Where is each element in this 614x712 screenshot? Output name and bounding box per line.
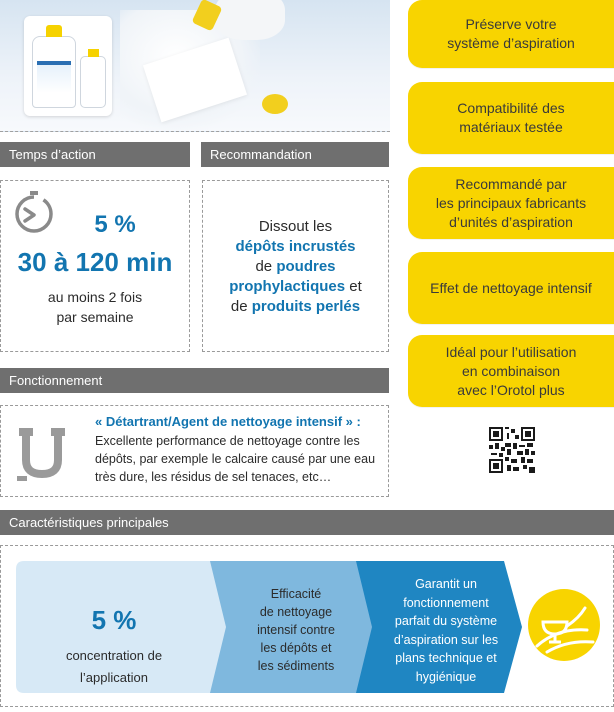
benefit-pill-3: [408, 167, 614, 239]
benefit-1-line-2: système d’aspiration: [447, 35, 575, 51]
fonctionnement-description: Excellente performance de nettoyage contre les dépôts, par exemple le calcaire causé par une eau très dure, les résidus de sel tenaces, etc…: [95, 434, 376, 484]
process-step-2-line-4: les dépôts et: [260, 641, 332, 655]
reco-line-5a: de: [230, 298, 252, 315]
process-step-1-value: 5 %: [91, 605, 137, 635]
process-step-3-text: [378, 575, 514, 686]
fonctionnement-title: « Détartrant/Agent de nettoyage intensif » :: [95, 414, 361, 429]
frequency-line-1: au moins 2 fois: [47, 289, 143, 305]
process-step-2-line-5: les sédiments: [257, 659, 335, 673]
bottle-large: [32, 36, 76, 108]
frequency-line-2: par semaine: [56, 309, 134, 325]
process-step-2: [210, 561, 378, 693]
section-header-temps: Temps d’action: [0, 142, 190, 167]
recommandation-text: [203, 217, 388, 317]
process-step-1-line-2: l’application: [80, 670, 148, 685]
benefit-5-line-2: en combinaison: [461, 362, 561, 379]
temps-box: [0, 180, 190, 352]
section-header-fonctionnement: Fonctionnement: [0, 368, 389, 393]
recommandation-box: [202, 180, 389, 352]
benefit-3-line-3: d’unités d’aspiration: [449, 213, 573, 230]
process-step-3-line-1: Garantit un: [415, 577, 477, 591]
process-step-3-line-5: plans technique et: [395, 651, 497, 665]
reco-line-3b: poudres: [276, 258, 336, 275]
concentration-value: 5 %: [94, 211, 136, 238]
product-image: [0, 0, 390, 132]
process-step-2-line-1: Efficacité: [270, 587, 322, 601]
process-step-3-line-3: parfait du système: [394, 614, 498, 628]
benefit-1-line-1: Préserve votre: [465, 16, 557, 32]
process-step-2-line-2: de nettoyage: [259, 605, 333, 619]
benefit-pill-4: [408, 252, 614, 324]
benefit-pill-2: [408, 82, 614, 154]
reco-line-4a: prophylactiques: [229, 278, 346, 295]
fonctionnement-box: [0, 405, 389, 497]
pipe-icon: [15, 426, 69, 482]
reco-line-3a: de: [255, 258, 277, 275]
benefit-pill-5: [408, 335, 614, 407]
benefit-2-line-1: Compatibilité des: [457, 100, 565, 116]
process-step-1: [16, 561, 228, 693]
benefit-4-line-1: Effet de nettoyage intensif: [430, 279, 592, 296]
benefit-5-line-1: Idéal pour l’utilisation: [445, 343, 577, 360]
suction-system-icon: [527, 588, 601, 662]
duration-value: 30 à 120 min: [17, 247, 173, 277]
benefit-5-line-3: avec l’Orotol plus: [457, 381, 565, 398]
bottle-card: [24, 16, 112, 116]
process-step-2-text: [238, 585, 354, 675]
reco-line-1: Dissout les: [258, 218, 333, 235]
process-step-1-line-1: concentration de: [65, 648, 163, 663]
reco-line-2: dépôts incrustés: [235, 238, 356, 255]
section-header-recommandation: Recommandation: [201, 142, 389, 167]
process-step-3-line-6: hygiénique: [415, 669, 477, 684]
process-step-3-line-2: fonctionnement: [403, 595, 489, 610]
reco-line-5b: produits perlés: [251, 298, 361, 315]
yellow-ring-shape: [262, 94, 288, 114]
section-header-caracteristiques: Caractéristiques principales: [0, 510, 614, 535]
benefit-3-line-2: les principaux fabricants: [435, 194, 587, 211]
qr-code[interactable]: [489, 427, 535, 473]
frequency-text: [1, 287, 189, 327]
process-step-3-line-4: d’aspiration sur les: [393, 632, 499, 647]
benefit-2-line-2: matériaux testée: [459, 119, 563, 135]
benefit-pill-1: [408, 0, 614, 68]
process-step-3: [356, 561, 522, 693]
process-step-1-label: [16, 645, 212, 689]
reco-line-4b: et: [345, 278, 362, 295]
process-step-2-line-3: intensif contre: [257, 623, 335, 637]
hand-shape: [215, 0, 285, 40]
bottle-small: [80, 56, 106, 108]
benefit-3-line-1: Recommandé par: [455, 175, 567, 192]
